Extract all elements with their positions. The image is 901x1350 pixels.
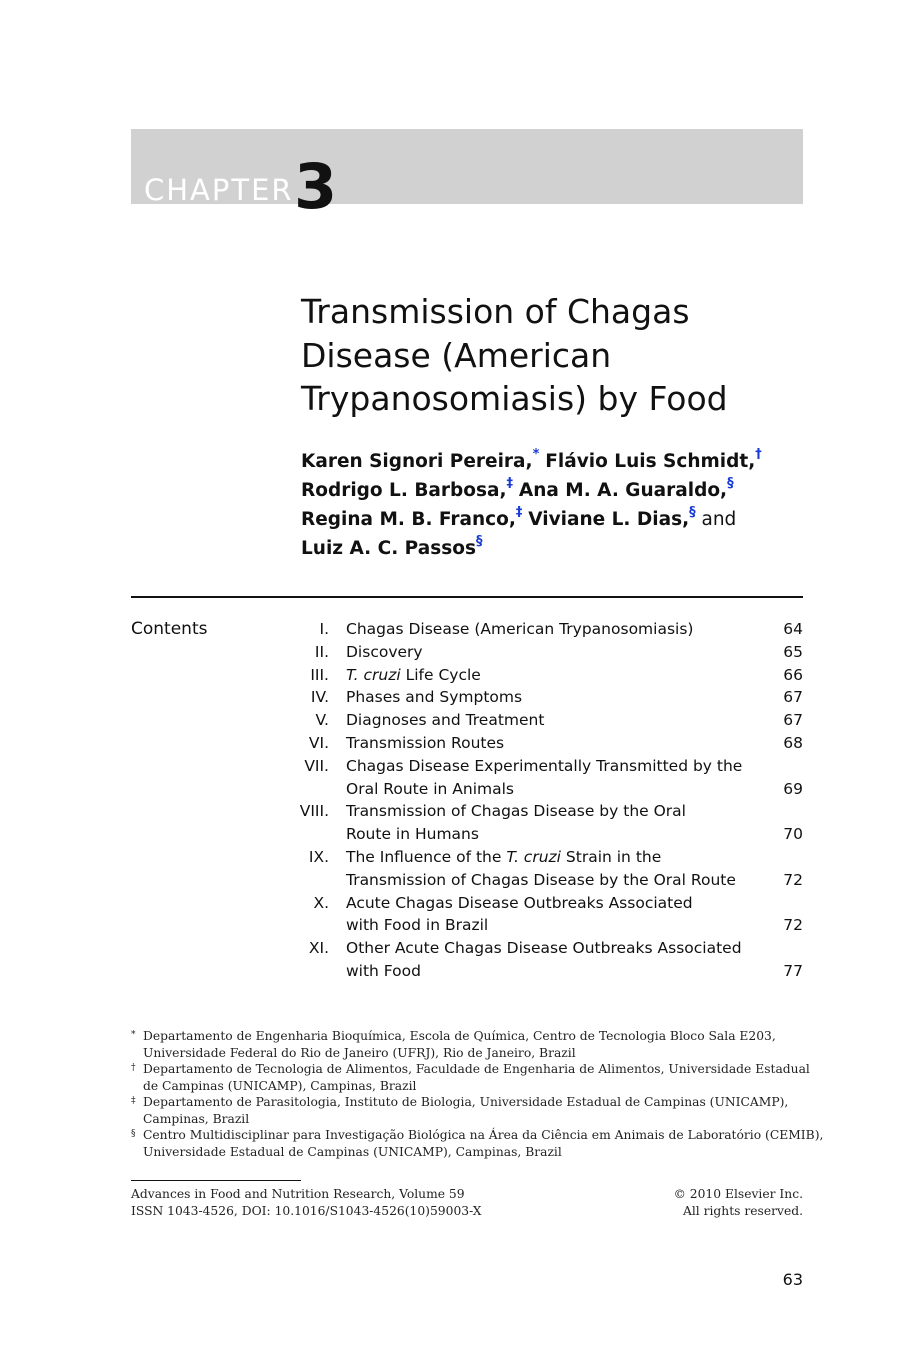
- author-name: Karen Signori Pereira,: [301, 451, 533, 472]
- affiliation-link[interactable]: §: [727, 475, 734, 491]
- toc-title: [346, 709, 736, 732]
- toc-entry[interactable]: [290, 664, 803, 687]
- affiliation-link[interactable]: §: [689, 504, 696, 520]
- toc-title-line: Transmission of Chagas Disease by the Oral: [346, 802, 686, 821]
- affiliation-link[interactable]: ‡: [515, 504, 523, 520]
- toc-number: VI.: [308, 733, 329, 752]
- author-name: Rodrigo L. Barbosa,: [301, 480, 507, 501]
- toc-title: [346, 618, 736, 641]
- toc-page: 72: [783, 916, 803, 935]
- toc-title-line: with Food: [346, 961, 421, 980]
- toc-entry[interactable]: [290, 709, 803, 732]
- footnote-line: Departamento de Parasitologia, Instituto de Biologia, Universidade Estadual de Campinas (UNICAMP),: [143, 1095, 789, 1109]
- author-name: Viviane L. Dias,: [528, 509, 690, 530]
- toc-page: 67: [783, 688, 803, 707]
- affiliation-link[interactable]: §: [475, 533, 483, 549]
- toc-number: IX.: [308, 847, 329, 866]
- toc-title-line: Chagas Disease (American Trypanosomiasis): [346, 620, 694, 638]
- footnote-line: Campinas, Brazil: [143, 1111, 250, 1126]
- toc-title-line: with Food in Brazil: [346, 916, 489, 935]
- footnote-line: Universidade Estadual de Campinas (UNICAMP), Campinas, Brazil: [143, 1144, 562, 1159]
- footnote-line: Departamento de Tecnologia de Alimentos, Faculdade de Engenharia de Alimentos, Universidade Estadual: [143, 1062, 810, 1076]
- toc-entry[interactable]: [290, 755, 803, 801]
- toc-title-line: Transmission Routes: [346, 733, 505, 752]
- toc-entry[interactable]: [290, 618, 803, 641]
- toc-page: 66: [783, 665, 803, 684]
- toc-title: [346, 937, 742, 983]
- author-name: Flávio Luis Schmidt,: [545, 451, 756, 472]
- affiliation-link[interactable]: †: [755, 446, 762, 462]
- copyright-line: All rights reserved.: [682, 1204, 803, 1218]
- footer-divider: [131, 1180, 301, 1181]
- toc-title: [346, 755, 743, 801]
- toc-number: III.: [310, 665, 329, 684]
- author-conjunction: and: [701, 509, 737, 530]
- journal-line: Advances in Food and Nutrition Research, Volume 59: [131, 1187, 465, 1201]
- affiliation-link[interactable]: ‡: [506, 475, 513, 491]
- toc-number: IV.: [310, 688, 329, 707]
- toc-title: [346, 664, 736, 687]
- toc-entry[interactable]: [290, 892, 803, 938]
- affiliation-footnotes: [131, 1028, 824, 1160]
- toc-number: VIII.: [299, 802, 329, 821]
- toc-page: 67: [783, 711, 803, 730]
- author-line: [301, 505, 801, 534]
- toc-page: 69: [783, 779, 803, 798]
- toc-entry[interactable]: [290, 641, 803, 664]
- footnote-mark: §: [131, 1129, 136, 1139]
- toc-title-text: Life Cycle: [400, 665, 481, 684]
- toc-page: 68: [783, 733, 803, 752]
- toc-page: 65: [783, 642, 803, 661]
- title-line: Disease (American: [301, 335, 612, 375]
- toc-title: [346, 892, 736, 938]
- toc-number: II.: [314, 642, 329, 661]
- toc-title-line: [346, 664, 736, 687]
- copyright-line: © 2010 Elsevier Inc.: [673, 1187, 803, 1201]
- footnote-line: Universidade Federal do Rio de Janeiro (UFRJ), Rio de Janeiro, Brazil: [143, 1045, 576, 1060]
- toc-title-line: [346, 846, 736, 869]
- author-list: [301, 447, 801, 563]
- affiliation-link[interactable]: *: [532, 446, 540, 462]
- author-line: [301, 534, 801, 563]
- toc-number: XI.: [308, 939, 329, 958]
- chapter-number: 3: [294, 150, 338, 223]
- toc-title: [346, 732, 736, 755]
- footnote-line: de Campinas (UNICAMP), Campinas, Brazil: [143, 1078, 417, 1093]
- footnote: [131, 1061, 810, 1094]
- species-name: T. cruzi: [506, 847, 561, 866]
- journal-line: ISSN 1043-4526, DOI: 10.1016/S1043-4526(10)59003-X: [131, 1204, 482, 1218]
- toc-page: 70: [783, 825, 803, 844]
- toc-title-text: Strain in the: [560, 847, 662, 866]
- toc-title-line: Acute Chagas Disease Outbreaks Associated: [346, 893, 693, 912]
- footnote-mark: †: [131, 1063, 136, 1073]
- species-name: T. cruzi: [346, 665, 401, 684]
- toc-entry[interactable]: [290, 686, 803, 709]
- author-name: Luiz A. C. Passos: [301, 538, 476, 559]
- footnote-mark: *: [131, 1030, 136, 1040]
- toc-entry[interactable]: [290, 732, 803, 755]
- table-of-contents: [290, 618, 803, 983]
- toc-entry[interactable]: [290, 800, 803, 846]
- toc-title: [346, 686, 736, 709]
- footnote-line: Departamento de Engenharia Bioquímica, Escola de Química, Centro de Tecnologia Bloco Sala E203,: [143, 1029, 776, 1043]
- copyright-notice: [674, 1186, 803, 1220]
- toc-number: X.: [313, 893, 329, 912]
- toc-title-line: Chagas Disease Experimentally Transmitted by the: [346, 756, 743, 775]
- toc-title-line: Transmission of Chagas Disease by the Oral Route: [346, 870, 736, 889]
- journal-info: [131, 1186, 482, 1220]
- toc-title: [346, 846, 736, 892]
- footnote: [131, 1127, 824, 1160]
- chapter-label: CHAPTER: [144, 173, 294, 207]
- toc-title: [346, 800, 736, 846]
- contents-heading: Contents: [131, 619, 208, 639]
- toc-page: 64: [783, 620, 803, 638]
- author-name: Regina M. B. Franco,: [301, 509, 516, 530]
- toc-title-line: Diagnoses and Treatment: [346, 711, 545, 730]
- author-line: [301, 476, 801, 505]
- toc-title: [346, 641, 736, 664]
- toc-page: 77: [783, 961, 803, 980]
- toc-entry[interactable]: [290, 937, 803, 983]
- toc-title-text: The Influence of the: [346, 847, 507, 866]
- toc-title-line: Phases and Symptoms: [346, 688, 523, 707]
- toc-number: VII.: [304, 756, 329, 775]
- toc-page: 72: [783, 870, 803, 889]
- footnote: [131, 1028, 803, 1061]
- contents-divider: [131, 596, 803, 598]
- footnote-line: Centro Multidisciplinar para Investigação Biológica na Área da Ciência em Animais de Laboratório (CEMIB),: [143, 1128, 824, 1142]
- toc-number: I.: [319, 620, 329, 638]
- toc-title-line: Route in Humans: [346, 825, 479, 844]
- toc-title-line: Discovery: [346, 642, 423, 661]
- page-number: 63: [782, 1270, 803, 1289]
- title-line: Transmission of Chagas: [301, 292, 690, 331]
- footnote-mark: ‡: [131, 1096, 136, 1106]
- title-line: Trypanosomiasis) by Food: [301, 379, 728, 418]
- toc-title-line: Other Acute Chagas Disease Outbreaks Associated: [346, 939, 742, 958]
- author-name: Ana M. A. Guaraldo,: [518, 480, 728, 501]
- chapter-title: [301, 290, 761, 421]
- toc-title-line: Oral Route in Animals: [346, 779, 514, 798]
- toc-number: V.: [315, 711, 329, 730]
- author-line: [301, 447, 801, 476]
- footnote: [131, 1094, 803, 1127]
- toc-entry[interactable]: [290, 846, 803, 892]
